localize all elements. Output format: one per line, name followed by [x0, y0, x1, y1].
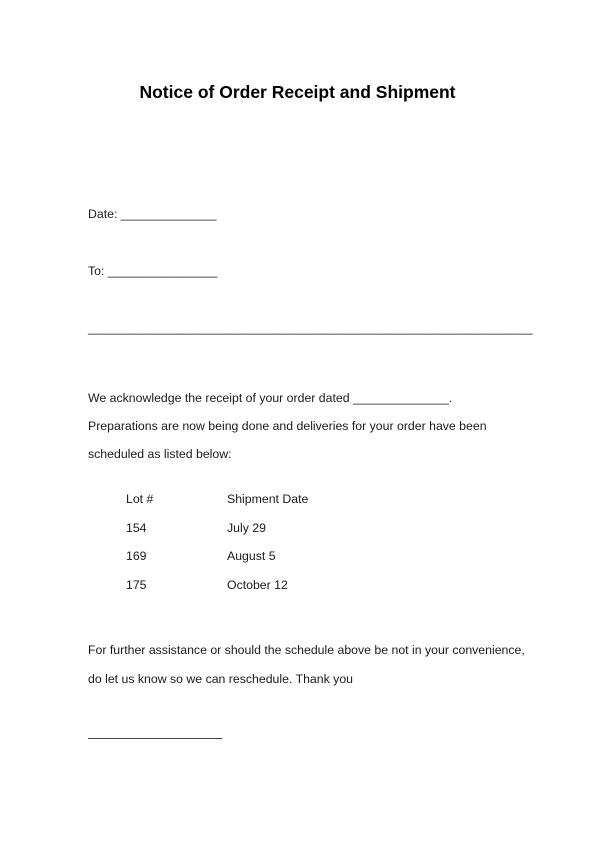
lot-number: 175	[126, 577, 147, 592]
date-field: Date: ______________	[88, 207, 217, 221]
address-line: _________________________________________________________________	[88, 321, 533, 335]
lot-number: 154	[126, 520, 147, 535]
table-row	[126, 514, 377, 543]
recipient-field: To: ________________	[88, 264, 218, 278]
acknowledgement-paragraph: We acknowledge the receipt of your order dated ______________. Preparations are now being done and deliveries for your order have been scheduled as listed below:	[88, 391, 487, 461]
table-header-row	[126, 485, 377, 514]
lot-number: 169	[126, 549, 147, 564]
shipment-schedule-table	[126, 485, 377, 599]
shipment-date: October 12	[227, 577, 288, 592]
shipment-date: August 5	[227, 549, 276, 564]
closing-paragraph-line-2: do let us know so we can reschedule. Thank you	[88, 672, 353, 686]
closing-paragraph-line-1: For further assistance or should the schedule above be not in your convenience,	[88, 643, 525, 657]
shipment-date-column-header: Shipment Date	[227, 492, 309, 507]
shipment-date: July 29	[227, 520, 266, 535]
lot-column-header: Lot #	[126, 492, 154, 507]
signature-line	[88, 738, 222, 739]
table-row	[126, 542, 377, 571]
document-title: Notice of Order Receipt and Shipment	[139, 82, 456, 102]
table-row	[126, 571, 377, 600]
